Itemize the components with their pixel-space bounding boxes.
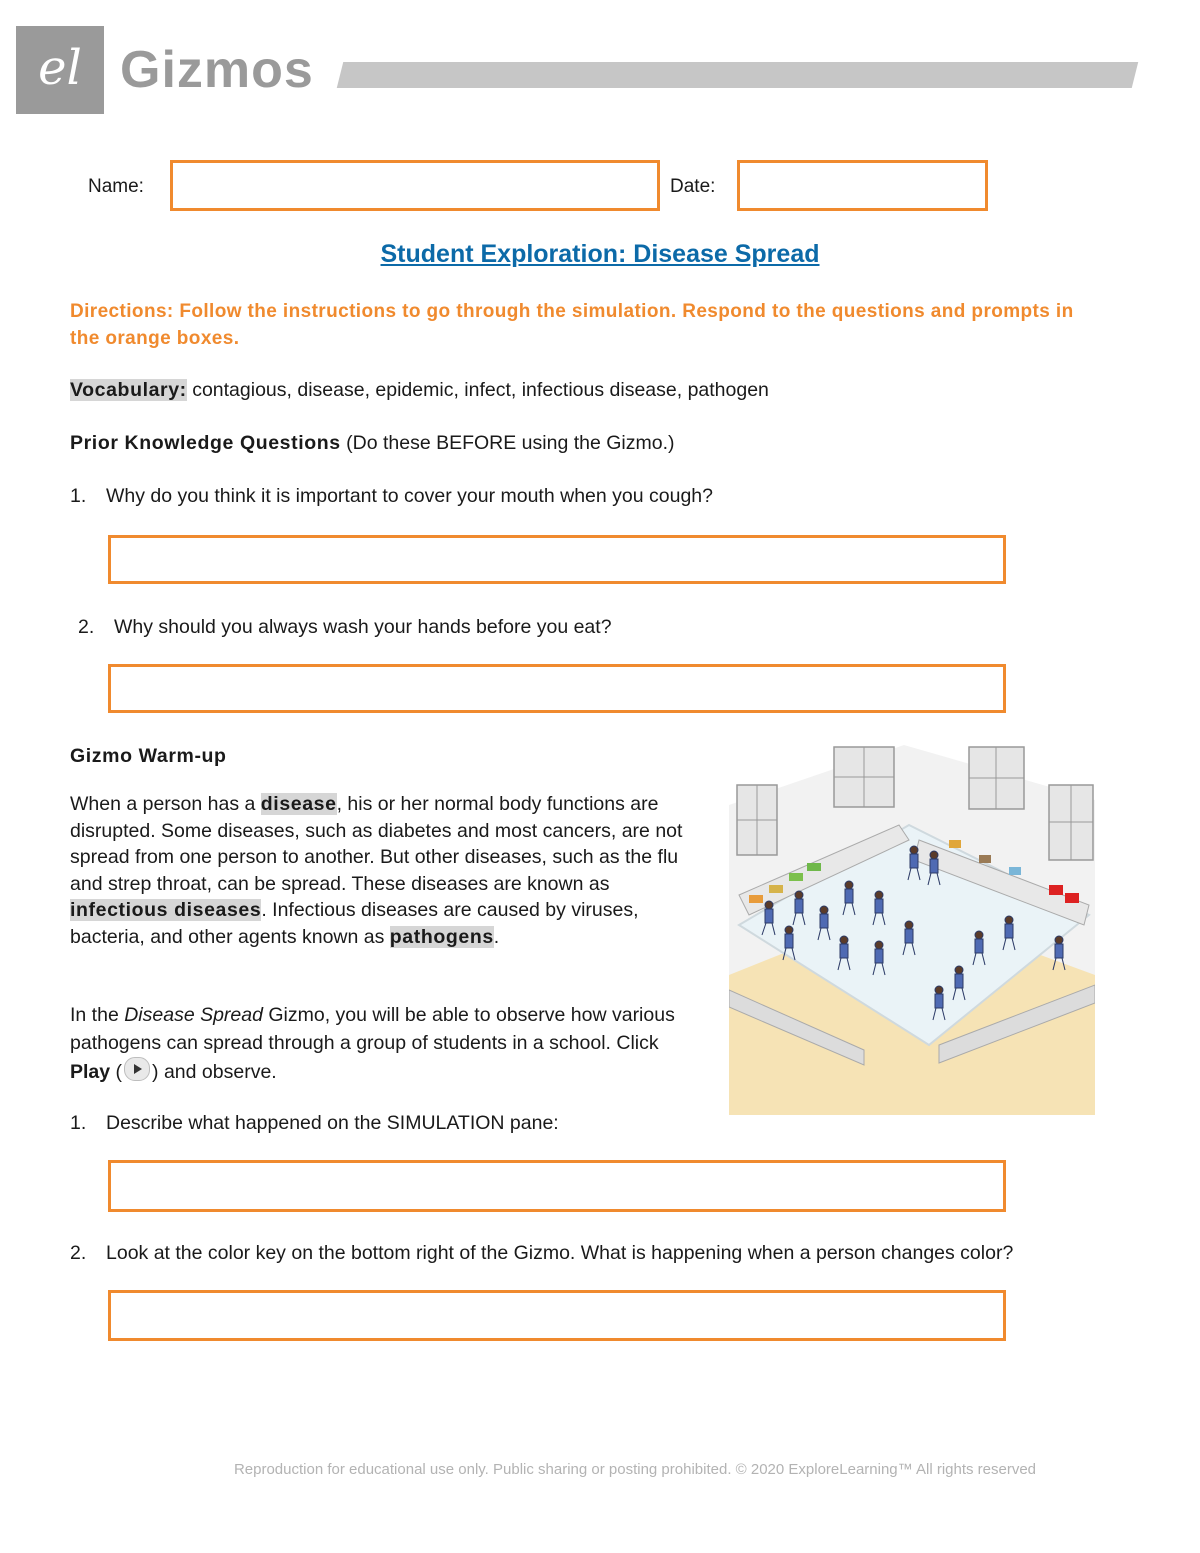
prior-q2-answer-box[interactable]: [108, 664, 1006, 713]
prior-knowledge-heading-line: [70, 430, 1130, 457]
warmup-q2-answer-box[interactable]: [108, 1290, 1006, 1341]
name-field[interactable]: [170, 160, 660, 211]
brand-name: Gizmos: [120, 41, 314, 99]
prior-q1-number: 1.: [70, 485, 87, 507]
prior-q1-text: Why do you think it is important to cover your mouth when you cough?: [106, 485, 713, 507]
directions: Directions: Follow the instructions to go through the simulation. Respond to the questions and prompts in the orange boxes.: [70, 301, 1074, 349]
vocabulary-label: Vocabulary:: [70, 379, 187, 401]
prior-knowledge-note: (Do these BEFORE using the Gizmo.): [340, 432, 675, 454]
prior-q2-text: Why should you always wash your hands before you eat?: [114, 616, 612, 638]
prior-q2-number: 2.: [78, 616, 95, 638]
warmup-q2-number: 2.: [70, 1242, 87, 1264]
vocabulary-line: [70, 377, 1130, 404]
date-label: Date:: [670, 176, 716, 197]
term-pathogens: pathogens: [389, 925, 494, 948]
gizmo-name: Disease Spread: [124, 1004, 263, 1026]
warmup-q2-text: Look at the color key on the bottom right of the Gizmo. What is happening when a person changes color?: [106, 1242, 1014, 1264]
warmup-p1-text: . Infectious diseases are caused by viruses, bacteria, and other agents known as: [70, 899, 639, 948]
cafeteria-simulation-illustration: [729, 745, 1095, 1115]
page-title: Student Exploration: Disease Spread: [380, 240, 820, 268]
warmup-p1-text: When a person has a: [70, 793, 261, 815]
prior-q1-answer-box[interactable]: [108, 535, 1006, 584]
warmup-q1-number: 1.: [70, 1112, 87, 1134]
gizmos-logo: [16, 26, 104, 114]
warmup-q1-text: Describe what happened on the SIMULATION pane:: [106, 1112, 559, 1134]
term-infectious-diseases: infectious diseases: [70, 899, 262, 922]
term-disease: disease: [260, 793, 337, 815]
warmup-paragraph-1: [70, 791, 700, 951]
warmup-p2-text: (: [110, 1061, 123, 1083]
play-label: Play: [70, 1061, 111, 1083]
warmup-p2-text: Gizmo, you will be able to observe how various pathogens can spread through a group of students in a school. Click: [70, 1004, 675, 1054]
warmup-p1-text: .: [493, 925, 500, 948]
warmup-p2-text: In the: [70, 1004, 125, 1026]
logo-glyph: el: [38, 40, 82, 96]
warmup-q1-answer-box[interactable]: [108, 1160, 1006, 1212]
prior-knowledge-heading: Prior Knowledge Questions: [70, 432, 341, 454]
play-icon: [124, 1057, 150, 1081]
date-field[interactable]: [737, 160, 988, 211]
header-bar: [337, 62, 1138, 88]
footer-copyright: Reproduction for educational use only. Public sharing or posting prohibited. © 2020 ExploreLearning™ All rights reserved: [233, 1461, 1037, 1478]
name-label: Name:: [88, 176, 144, 197]
warmup-paragraph-2: [70, 1001, 690, 1086]
warmup-p2-text: ) and observe.: [152, 1061, 277, 1083]
warmup-heading: Gizmo Warm-up: [70, 745, 227, 767]
warmup-p1-text: , his or her normal body functions are disrupted. Some diseases, such as diabetes and most cancers, are not spread from one person to another. But other diseases, such as the flu and strep throat, can be spread. These diseases are known as: [70, 793, 683, 895]
vocabulary-terms: contagious, disease, epidemic, infect, infectious disease, pathogen: [186, 379, 769, 401]
